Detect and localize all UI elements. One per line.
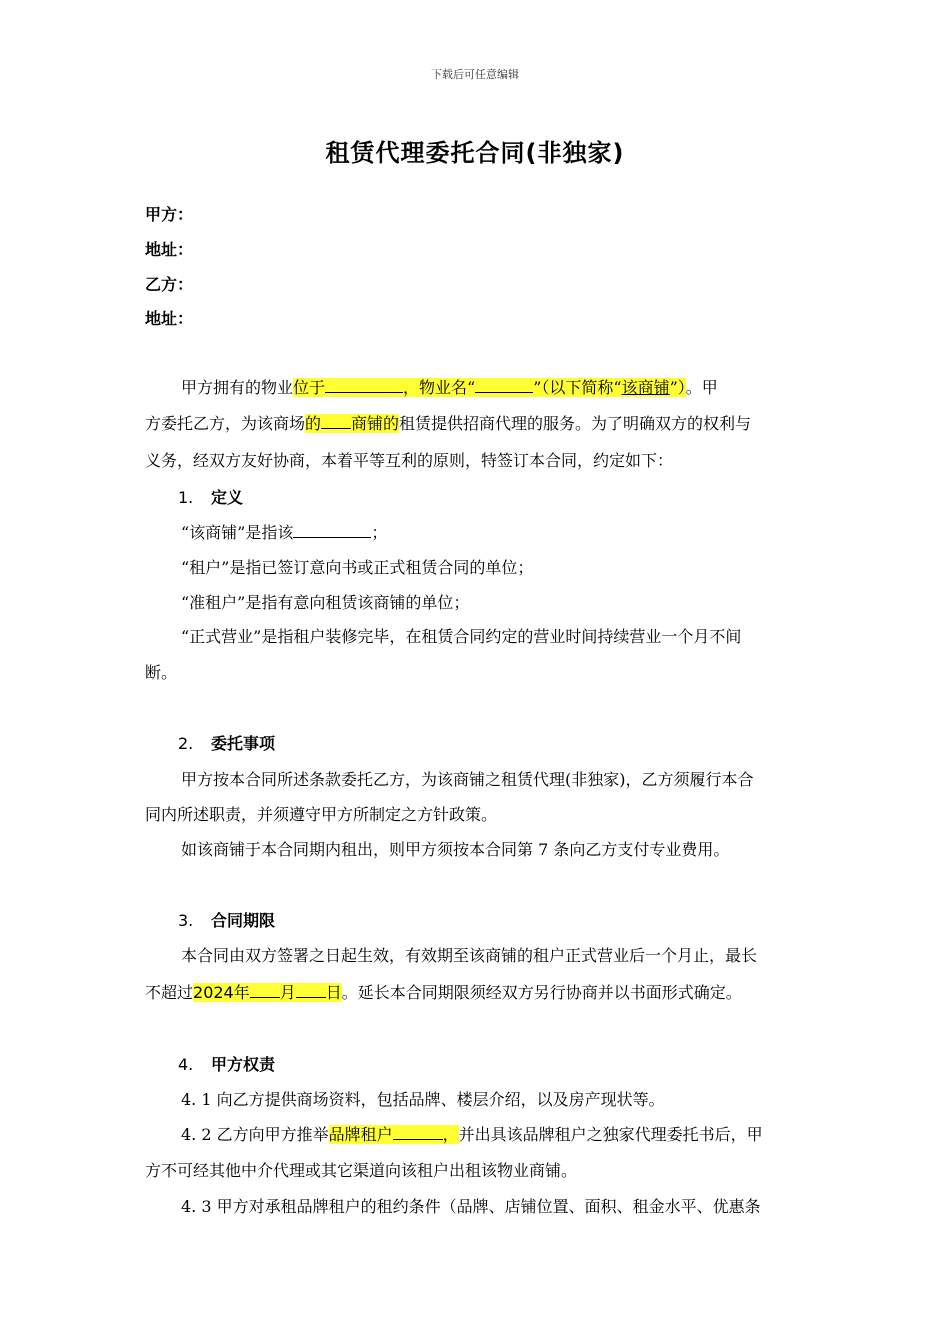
blank-day	[296, 981, 326, 998]
section-1-heading: 1. 定义	[178, 488, 244, 507]
highlight-end-date: 2024年 月 日	[193, 983, 342, 1002]
blank-property-name	[475, 376, 533, 393]
intro-line-1: 甲方拥有的物业位于 ，物业名“ ”（以下简称“该商铺”）。甲	[181, 378, 718, 397]
highlight-brand-tenant: 品牌租户 ，	[328, 1125, 459, 1144]
party-a-label: 甲方：	[145, 205, 194, 224]
section-3-heading: 3. 合同期限	[178, 911, 276, 930]
definition-shop: “该商铺”是指该 ；	[181, 523, 388, 542]
party-b-label: 乙方：	[145, 275, 194, 294]
entrustment-line-1: 甲方按本合同所述条款委托乙方，为该商铺之租赁代理(非独家)，乙方须履行本合	[181, 770, 754, 789]
highlight-location: 位于 ，物业名“ ”（以下简称“该商铺”）	[293, 378, 686, 397]
intro-line-2: 方委托乙方，为该商场的 商铺的租赁提供招商代理的服务。为了明确双方的权利与	[145, 414, 752, 433]
party-a-address-label: 地址：	[145, 240, 194, 259]
term-line-2: 不超过2024年 月 日。延长本合同期限须经双方另行协商并以书面形式确定。	[145, 983, 742, 1002]
definition-opening-line-1: “正式营业”是指租户装修完毕，在租赁合同约定的营业时间持续营业一个月不间	[181, 627, 742, 646]
section-4-heading: 4. 甲方权责	[178, 1055, 276, 1074]
contract-title: 租赁代理委托合同(非独家)	[325, 139, 625, 167]
party-b-address-label: 地址：	[145, 309, 194, 328]
blank-shop-definition	[293, 521, 371, 538]
header-note: 下载后可任意编辑	[431, 68, 519, 81]
entrustment-line-2: 同内所述职责，并须遵守甲方所制定之方针政策。	[145, 805, 498, 824]
blank-location	[325, 376, 403, 393]
blank-shop-number	[321, 412, 351, 429]
intro-line-3: 义务，经双方友好协商，本着平等互利的原则，特签订本合同，约定如下：	[145, 451, 674, 470]
clause-4-2-line-2: 方不可经其他中介代理或其它渠道向该租户出租该物业商铺。	[145, 1161, 578, 1180]
term-line-1: 本合同由双方签署之日起生效，有效期至该商铺的租户正式营业后一个月止，最长	[181, 946, 758, 965]
clause-4-1: 4. 1 向乙方提供商场资料，包括品牌、楼层介绍，以及房产现状等。	[181, 1090, 665, 1109]
section-2-heading: 2. 委托事项	[178, 734, 276, 753]
highlight-shop: 的 商铺的	[305, 414, 400, 433]
definition-opening-line-2: 断。	[145, 663, 178, 682]
clause-4-3-line-1: 4. 3 甲方对承租品牌租户的租约条件（品牌、店铺位置、面积、租金水平、优惠条	[181, 1197, 761, 1216]
blank-brand-tenant	[393, 1123, 443, 1140]
entrustment-line-3: 如该商铺于本合同期内租出，则甲方须按本合同第 7 条向乙方支付专业费用。	[181, 840, 730, 859]
definition-tenant: “租户”是指已签订意向书或正式租赁合同的单位；	[181, 558, 534, 577]
clause-4-2-line-1: 4. 2 乙方向甲方推举品牌租户 ，并出具该品牌租户之独家代理委托书后，甲	[181, 1125, 763, 1144]
blank-month	[250, 981, 280, 998]
definition-prospective-tenant: “准租户”是指有意向租赁该商铺的单位；	[181, 593, 470, 612]
